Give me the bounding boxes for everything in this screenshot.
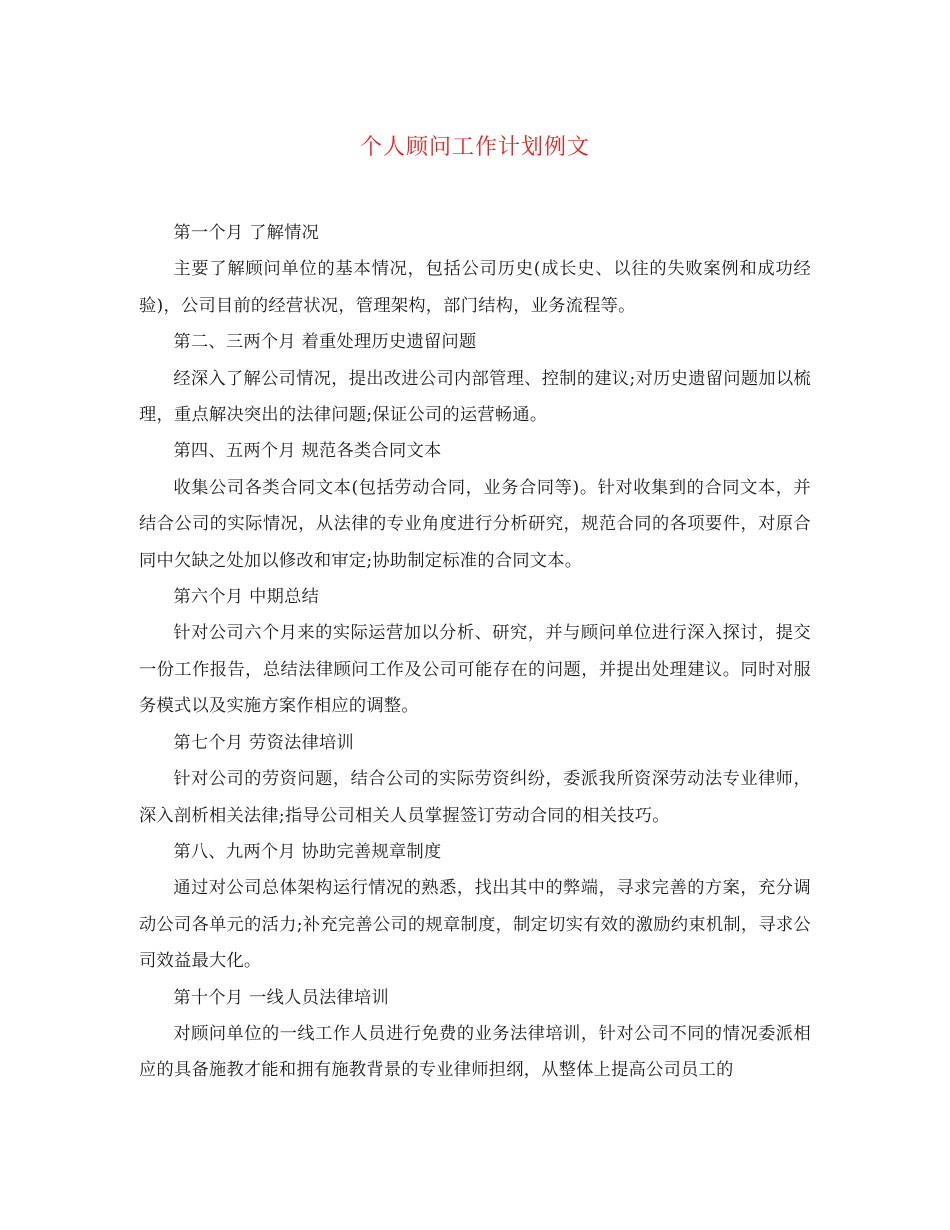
section-heading-months-4-5: 第四、五两个月 规范各类合同文本 [173,441,442,462]
document-body [139,215,811,1089]
section-heading-months-2-3: 第二、三两个月 着重处理历史遗留问题 [173,332,477,353]
paragraph-month-6: 针对公司六个月来的实际运营加以分析、研究，并与顾问单位进行深入探讨，提交一份工作报告，总结法律顾问工作及公司可能存在的问题，并提出处理建议。同时对服务模式以及实施方案作相应的调整。 [139,623,811,717]
paragraph-month-7: 针对公司的劳资问题，结合公司的实际劳资纠纷，委派我所资深劳动法专业律师，深入剖析相关法律;指导公司相关人员掌握签订劳动合同的相关技巧。 [139,769,811,826]
paragraph-month-10: 对顾问单位的一线工作人员进行免费的业务法律培训，针对公司不同的情况委派相应的具备施教才能和拥有施教背景的专业律师担纲，从整体上提高公司员工的 [139,1023,811,1081]
paragraph-months-2-3: 经深入了解公司情况，提出改进公司内部管理、控制的建议;对历史遗留问题加以梳理，重点解决突出的法律问题;保证公司的运营畅通。 [139,368,811,426]
section-heading-month-7: 第七个月 劳资法律培训 [173,732,355,753]
paragraph-months-4-5: 收集公司各类合同文本(包括劳动合同，业务合同等)。针对收集到的合同文本，并结合公司的实际情况，从法律的专业角度进行分析研究，规范合同的各项要件，对原合同中欠缺之处加以修改和审定;协助制定标准的合同文本。 [139,477,811,571]
section-heading-months-8-9: 第八、九两个月 协助完善规章制度 [173,841,442,862]
section-heading-month-1: 第一个月 了解情况 [173,223,320,243]
section-heading-month-6: 第六个月 中期总结 [173,587,320,608]
paragraph-month-1: 主要了解顾问单位的基本情况，包括公司历史(成长史、以往的失败案例和成功经验)，公司目前的经营状况，管理架构，部门结构，业务流程等。 [139,259,811,316]
section-heading-month-10: 第十个月 一线人员法律培训 [173,987,390,1008]
paragraph-months-8-9: 通过对公司总体架构运行情况的熟悉，找出其中的弊端，寻求完善的方案，充分调动公司各单元的活力;补充完善公司的规章制度，制定切实有效的激励约束机制，寻求公司效益最大化。 [139,878,811,972]
document-title: 个人顾问工作计划例文 [359,135,590,160]
